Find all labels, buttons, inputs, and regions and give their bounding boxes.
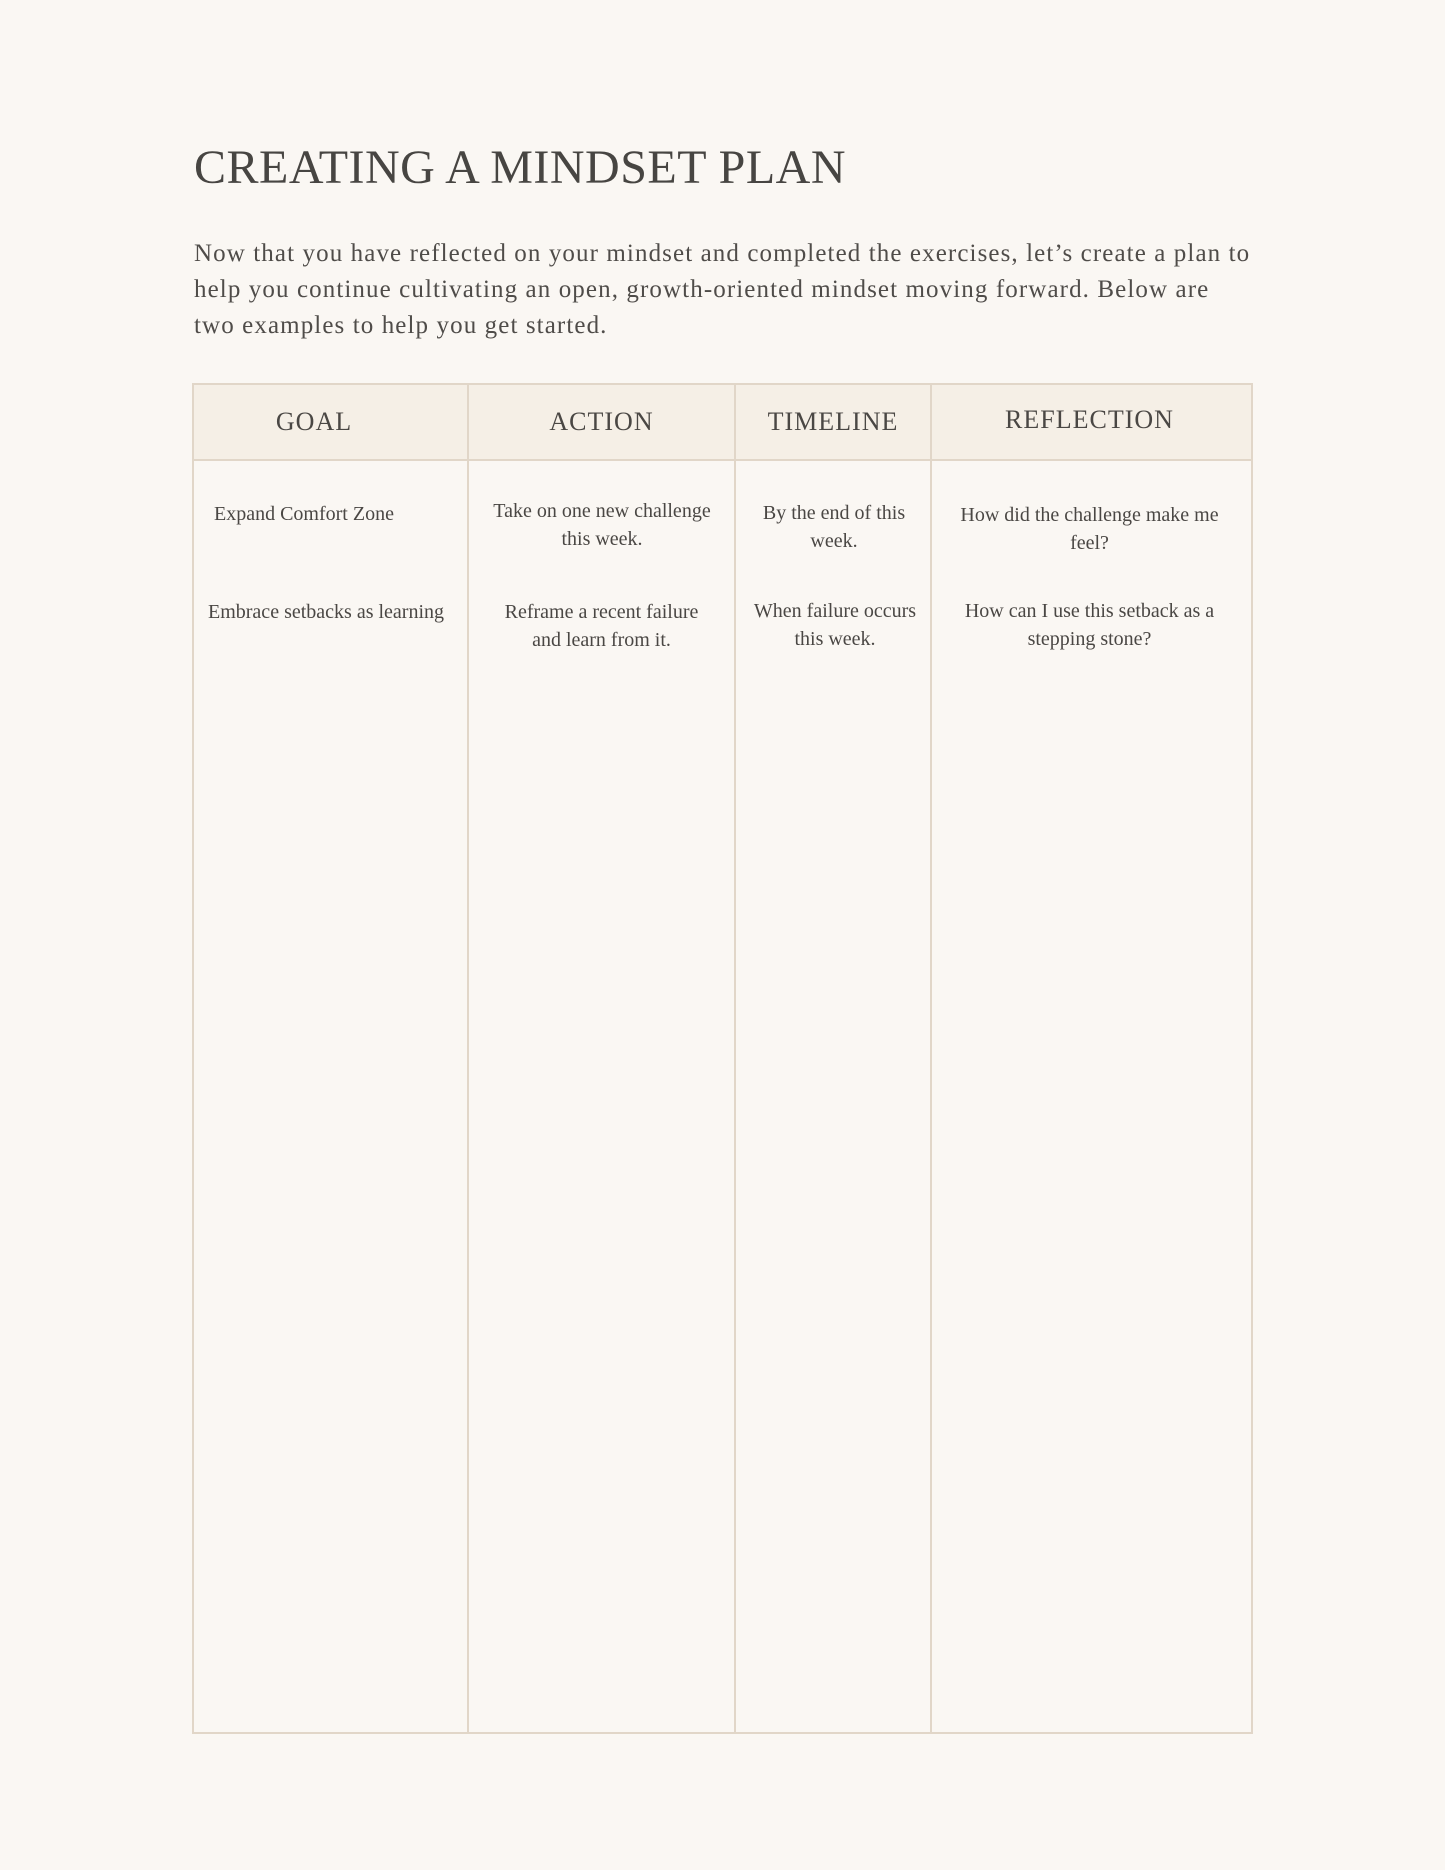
header-timeline: TIMELINE [767, 407, 899, 436]
header-action: ACTION [549, 407, 654, 436]
row1-reflection: How did the challenge make me feel? [960, 504, 1219, 554]
intro-paragraph: Now that you have reflected on your mindset and completed the exercises, let’s create a plan to help you continue cultivating an open, growth-oriented mindset moving forward. Below are two examples to help you get started. [194, 240, 1251, 339]
mindset-plan-table [192, 383, 1253, 1734]
row1-timeline: By the end of this week. [762, 502, 906, 552]
header-goal: GOAL [275, 407, 353, 436]
row2-action: Reframe a recent failure and learn from it. [504, 601, 699, 651]
row1-goal: Expand Comfort Zone [214, 503, 394, 525]
header-reflection: REFLECTION [1005, 405, 1174, 434]
row2-reflection: How can I use this setback as a stepping stone? [964, 600, 1215, 650]
column-divider [930, 385, 932, 1732]
row1-action: Take on one new challenge this week. [493, 500, 711, 550]
column-divider [467, 385, 469, 1732]
row2-timeline: When failure occurs this week. [753, 600, 917, 650]
row2-goal: Embrace setbacks as learning [208, 601, 445, 623]
column-divider [734, 385, 736, 1732]
page-title: CREATING A MINDSET PLAN [194, 141, 846, 194]
